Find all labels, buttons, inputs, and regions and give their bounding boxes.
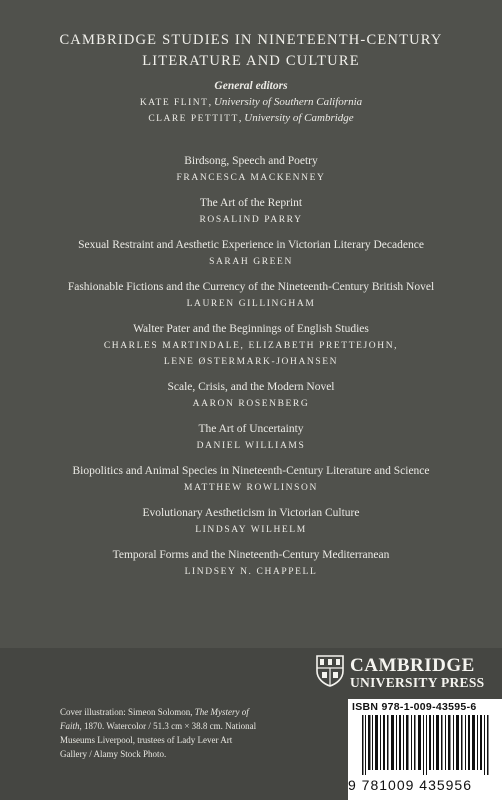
series-title-line-2: LITERATURE AND CULTURE bbox=[142, 53, 360, 69]
book-title: Fashionable Fictions and the Currency of the Nineteenth-Century British Novel bbox=[67, 281, 435, 293]
book-author: LINDSEY N. CHAPPELL bbox=[184, 567, 318, 577]
series-title-line-1: CAMBRIDGE STUDIES IN NINETEENTH-CENTURY bbox=[59, 32, 443, 48]
publisher-subname: UNIVERSITY PRESS bbox=[350, 675, 485, 690]
book-author: LINDSAY WILHELM bbox=[195, 525, 307, 535]
barcode-icon bbox=[356, 715, 496, 775]
book-entry-6 bbox=[0, 380, 502, 412]
book-author: AARON ROSENBERG bbox=[192, 399, 310, 409]
book-entry-1 bbox=[0, 154, 502, 186]
publisher-logo bbox=[316, 655, 486, 691]
book-title: Scale, Crisis, and the Modern Novel bbox=[167, 381, 335, 393]
book-entry-3 bbox=[0, 238, 502, 270]
book-entry-7 bbox=[0, 422, 502, 454]
book-title: The Art of the Reprint bbox=[199, 197, 303, 209]
book-entry-8 bbox=[0, 464, 502, 496]
editor-name: KATE FLINT bbox=[139, 98, 209, 108]
book-title: Sexual Restraint and Aesthetic Experience in Victorian Literary Decadence bbox=[78, 239, 424, 251]
isbn-label: ISBN 978-1-009-43595-6 bbox=[352, 701, 477, 713]
book-entry-10 bbox=[0, 548, 502, 580]
book-author: ROSALIND PARRY bbox=[199, 215, 303, 225]
book-title: The Art of Uncertainty bbox=[198, 423, 304, 435]
book-title: Temporal Forms and the Nineteenth-Century Mediterranean bbox=[112, 549, 390, 561]
book-entry-2 bbox=[0, 196, 502, 228]
cambridge-shield-icon bbox=[316, 655, 344, 687]
barcode-panel bbox=[348, 699, 502, 800]
book-author: MATTHEW ROWLINSON bbox=[184, 483, 318, 493]
editor-name: CLARE PETTITT bbox=[148, 114, 239, 124]
book-title: Biopolitics and Animal Species in Nineteenth-Century Literature and Science bbox=[72, 465, 430, 477]
book-title: Birdsong, Speech and Poetry bbox=[184, 155, 318, 167]
book-author: DANIEL WILLIAMS bbox=[196, 441, 306, 451]
book-entry-4 bbox=[0, 280, 502, 312]
editor-1: KATE FLINT, University of Southern California bbox=[139, 96, 363, 108]
book-author: FRANCESCA MACKENNEY bbox=[176, 173, 326, 183]
book-author: CHARLES MARTINDALE, ELIZABETH PRETTEJOHN, bbox=[103, 341, 399, 351]
editor-affiliation: University of Southern California bbox=[213, 96, 363, 108]
book-author: LENE ØSTERMARK-JOHANSEN bbox=[163, 357, 339, 367]
book-author: LAUREN GILLINGHAM bbox=[186, 299, 316, 309]
editor-2: CLARE PETTITT, University of Cambridge bbox=[148, 112, 354, 124]
publisher-name: CAMBRIDGE bbox=[350, 655, 475, 676]
book-title: Walter Pater and the Beginnings of English Studies bbox=[133, 323, 369, 335]
book-title: Evolutionary Aestheticism in Victorian Culture bbox=[142, 507, 360, 519]
editor-affiliation: University of Cambridge bbox=[244, 112, 354, 124]
credit-suffix: , 1870. Watercolor / 51.3 cm × 38.8 cm. National Museums Liverpool, trustees of Lady Lever Art Gallery / Alamy Stock Photo. bbox=[60, 721, 257, 759]
credit-work-title: The Mystery of Faith bbox=[60, 707, 249, 731]
general-editors-heading: General editors bbox=[214, 80, 288, 92]
credit-prefix: Cover illustration: Simeon Solomon, bbox=[60, 707, 195, 717]
book-entry-5 bbox=[0, 322, 502, 370]
cover-illustration-credit bbox=[60, 705, 260, 761]
book-entry-9 bbox=[0, 506, 502, 538]
barcode-digits: 9 781009 435956 bbox=[348, 777, 472, 793]
book-author: SARAH GREEN bbox=[209, 257, 293, 267]
